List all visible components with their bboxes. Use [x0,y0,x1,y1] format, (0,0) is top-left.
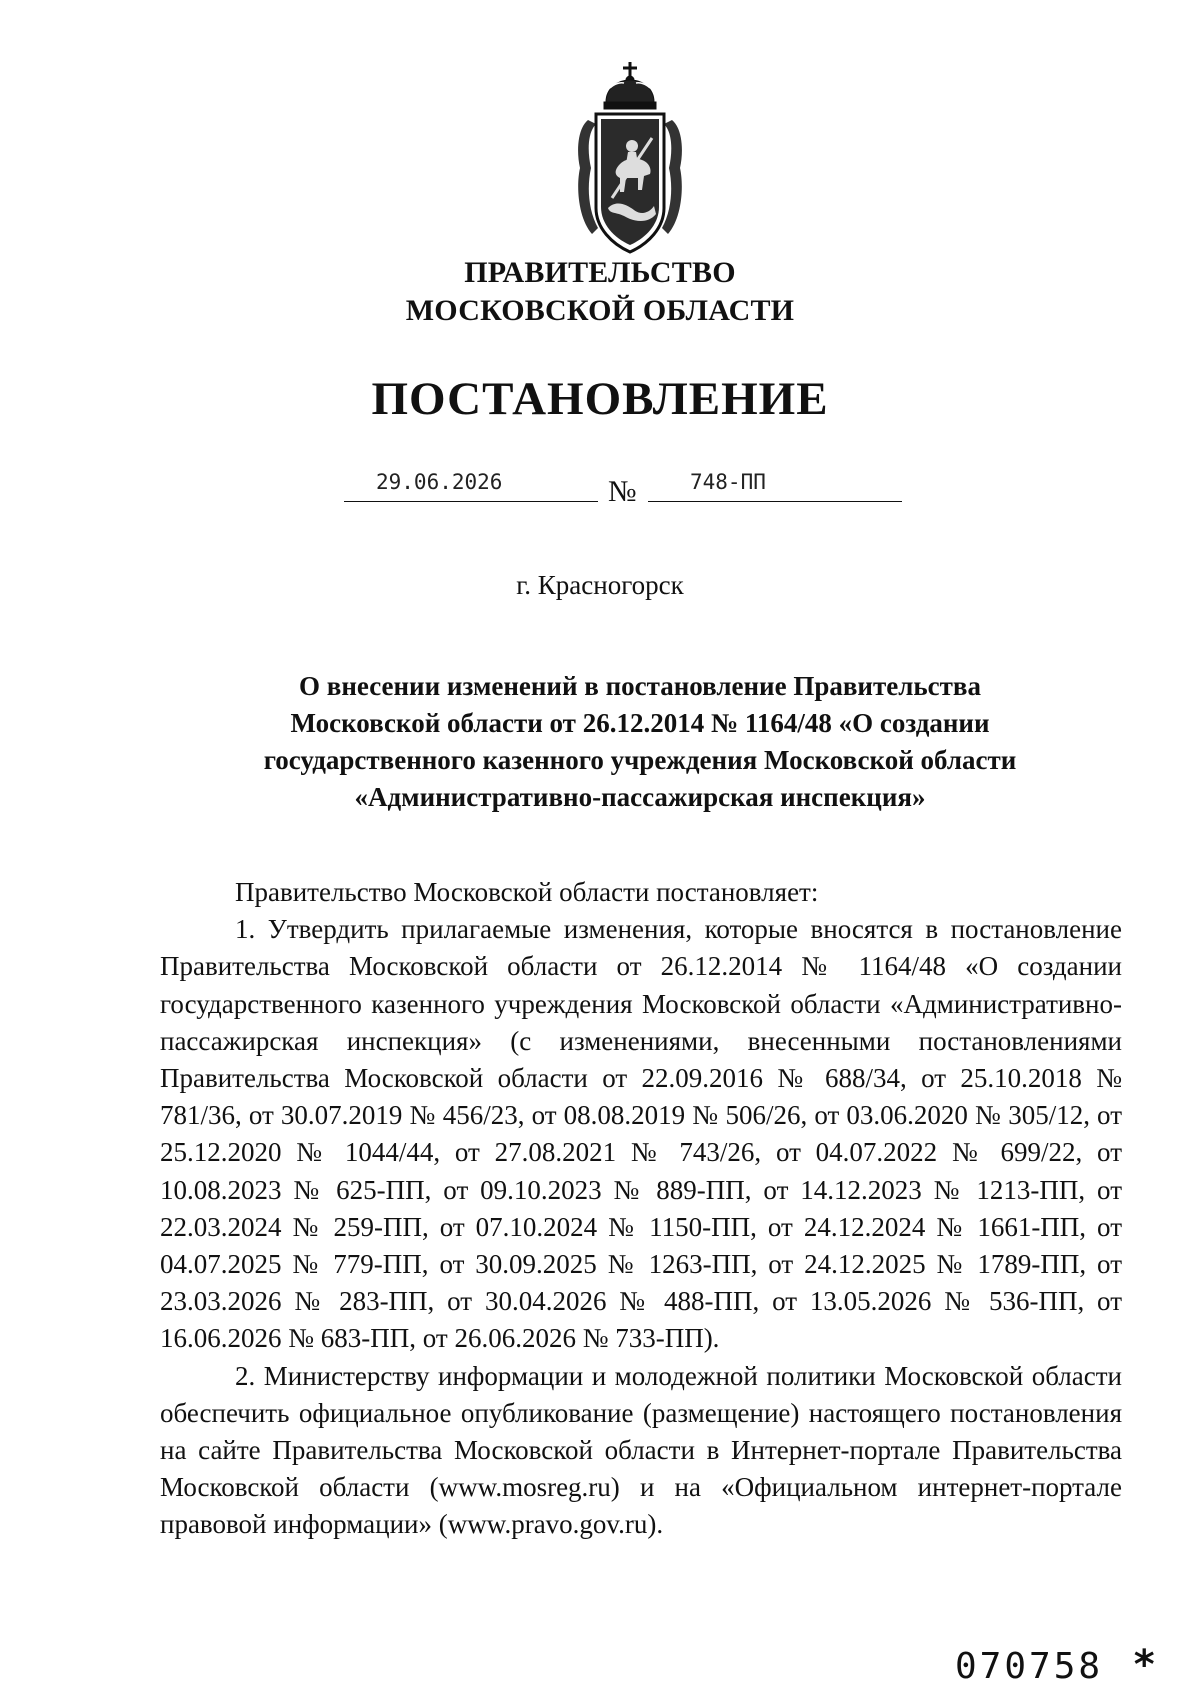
subject-line-1: О внесении изменений в постановление Правительства [299,671,981,701]
body-item-1: 1. Утвердить прилагаемые изменения, которые вносятся в постановление Правительства Московской области от 26.12.2014 № 1164/48 «О создании государственного казенного учреждения Московской области «Административно-пассажирская инспекция» (с изменениями, внесенными постановлениями Правительства Московской области от 22.09.2016 № 688/34, от 25.10.2018 № 781/36, от 30.07.2019 № 456/23, от 08.08.2019 № 506/26, от 03.06.2020 № 305/12, от 25.12.2020 № 1044/44, от 27.08.2021 № 743/26, от 04.07.2022 № 699/22, от 10.08.2023 № 625-ПП, от 09.10.2023 № 889-ПП, от 14.12.2023 № 1213-ПП, от 22.03.2024 № 259-ПП, от 07.10.2024 № 1150-ПП, от 24.12.2024 № 1661-ПП, от 04.07.2025 № 779-ПП, от 30.09.2025 № 1263-ПП, от 24.12.2025 № 1789-ПП, от 23.03.2026 № 283-ПП, от 30.04.2026 № 488-ПП, от 13.05.2026 № 536-ПП, от 16.06.2026 № 683-ПП, от 26.06.2026 № 733-ПП). [160,914,1122,1354]
organization-name [0,254,1200,330]
subject-line-3: государственного казенного учреждения Московской области [263,745,1017,775]
date-underline [344,501,598,502]
organization-name-line-2: МОСКОВСКОЙ ОБЛАСТИ [405,294,795,327]
city: г. Красногорск [516,570,684,600]
number-underline [648,501,902,502]
serial-number [955,1642,1158,1688]
document-date: 29.06.2026 [376,470,503,494]
serial-asterisk-icon: * [1133,1642,1158,1688]
serial-number-value: 070758 [955,1646,1104,1687]
organization-name-line-1: ПРАВИТЕЛЬСТВО [464,256,736,289]
number-sign: № [608,475,637,508]
subject-line-2: Московской области от 26.12.2014 № 1164/48 «О создании [290,708,990,738]
body-item-2: 2. Министерству информации и молодежной политики Московской области обеспечить официальное опубликование (размещение) настоящего постановления на сайте Правительства Московской области в Интернет-портале Правительства Московской области (www.mosreg.ru) и на «Официальном интернет-портале правовой информации» (www.pravo.gov.ru). [160,1360,1122,1540]
document-number: 748-ПП [690,470,766,494]
document-type-title: ПОСТАНОВЛЕНИЕ [371,373,829,425]
document-subject [200,668,1080,816]
subject-line-4: «Административно-пассажирская инспекция» [354,782,926,812]
coat-of-arms-icon [560,58,700,258]
body-preamble: Правительство Московской области постановляет: [235,877,819,907]
document-body [160,874,1122,1544]
